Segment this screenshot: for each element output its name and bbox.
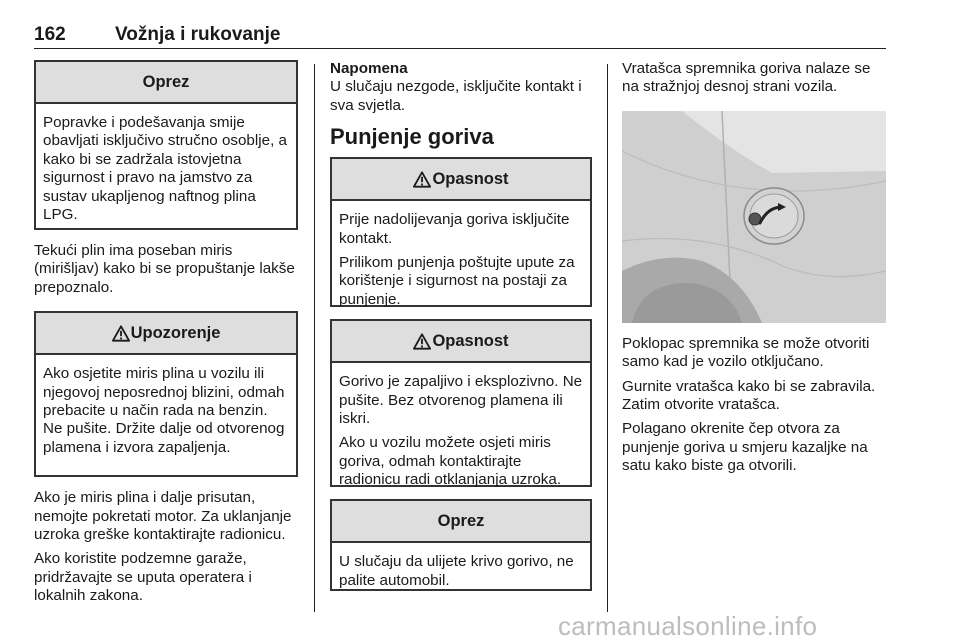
danger-box-1-text-2: Prilikom punjenja poštujte upute za korištenje i sigurnost na postaji za punjenje.	[339, 254, 575, 308]
section-heading: Punjenje goriva	[330, 124, 494, 150]
watermark: carmanualsonline.info	[558, 611, 818, 641]
fuel-filler-flap-illustration	[622, 111, 886, 323]
warning-box	[34, 311, 298, 477]
fuel-cap-unlock-text: Poklopac spremnika se može otvoriti samo kad je vozilo otključano.	[622, 334, 870, 371]
warning-triangle-icon	[413, 171, 431, 188]
note-title: Napomena	[330, 60, 408, 77]
paragraph-gas-smell: Tekući plin ima poseban miris (mirišljav) kako bi se propuštanje lakše prepoznalo.	[34, 242, 295, 296]
caution-box-2	[330, 499, 592, 591]
page-header	[34, 24, 886, 49]
column-divider-1	[314, 64, 315, 612]
fuel-door-intro: Vratašca spremnika goriva nalaze se na stražnjoj desnoj strani vozila.	[622, 60, 871, 96]
danger-box-1-title: Opasnost	[432, 169, 509, 188]
danger-box-1-text-1: Prije nadolijevanja goriva isključite kontakt.	[339, 211, 570, 247]
column-middle	[330, 60, 592, 591]
page-number: 162	[34, 24, 66, 45]
car-rear-illustration	[622, 111, 886, 323]
column-left	[34, 60, 298, 606]
page-title: Vožnja i rukovanje	[115, 24, 281, 45]
column-right	[622, 60, 886, 476]
warning-triangle-icon	[413, 333, 431, 350]
danger-box-2-text-1: Gorivo je zapaljivo i eksplozivno. Ne pušite. Bez otvorenog plamena ili iskri.	[339, 373, 583, 428]
warning-box-text: Ako osjetite miris plina u vozilu ili njegovoj neposrednoj blizini, odmah prebacite u način rada na benzin. Ne pušite. Držite dalje od otvorenog plamena i izvora zapaljenja.	[43, 365, 285, 456]
danger-box-2	[330, 319, 592, 487]
warning-triangle-icon	[112, 325, 130, 342]
danger-box-2-text-2: Ako u vozilu možete osjeti miris goriva, odmah kontaktirajte radionicu radi otklanjanja uzroka.	[339, 434, 562, 489]
paragraph-garage: Ako koristite podzemne garaže, pridržavajte se uputa operatera i lokalnih zakona.	[34, 550, 252, 605]
caution-box-title: Oprez	[36, 62, 296, 104]
fuel-door-push-text: Gurnite vratašca kako bi se zabravila. Zatim otvorite vratašca.	[622, 377, 876, 414]
danger-box-2-title: Opasnost	[432, 331, 509, 350]
column-divider-2	[607, 64, 608, 612]
fuel-cap-turn-text: Polagano okrenite čep otvora za punjenje goriva u smjeru kazaljke na satu kako biste ga otvorili.	[622, 420, 868, 475]
paragraph-engine: Ako je miris plina i dalje prisutan, nemojte pokretati motor. Za uklanjanje uzroka greške kontaktirajte radionicu.	[34, 489, 292, 544]
note-text: U slučaju nezgode, isključite kontakt i sva svjetla.	[330, 78, 582, 114]
caution-box-2-title: Oprez	[332, 501, 590, 543]
caution-box-2-text: U slučaju da ulijete krivo gorivo, ne palite automobil.	[339, 553, 574, 589]
caution-box-text: Popravke i podešavanja smije obavljati isključivo stručno osoblje, a kako bi se zadržala istovjetna sigurnost i pravo na jamstvo za sustav ukapljenog naftnog plina LPG.	[43, 114, 287, 224]
warning-box-title: Upozorenje	[130, 323, 221, 342]
danger-box-1	[330, 157, 592, 307]
caution-box	[34, 60, 298, 230]
